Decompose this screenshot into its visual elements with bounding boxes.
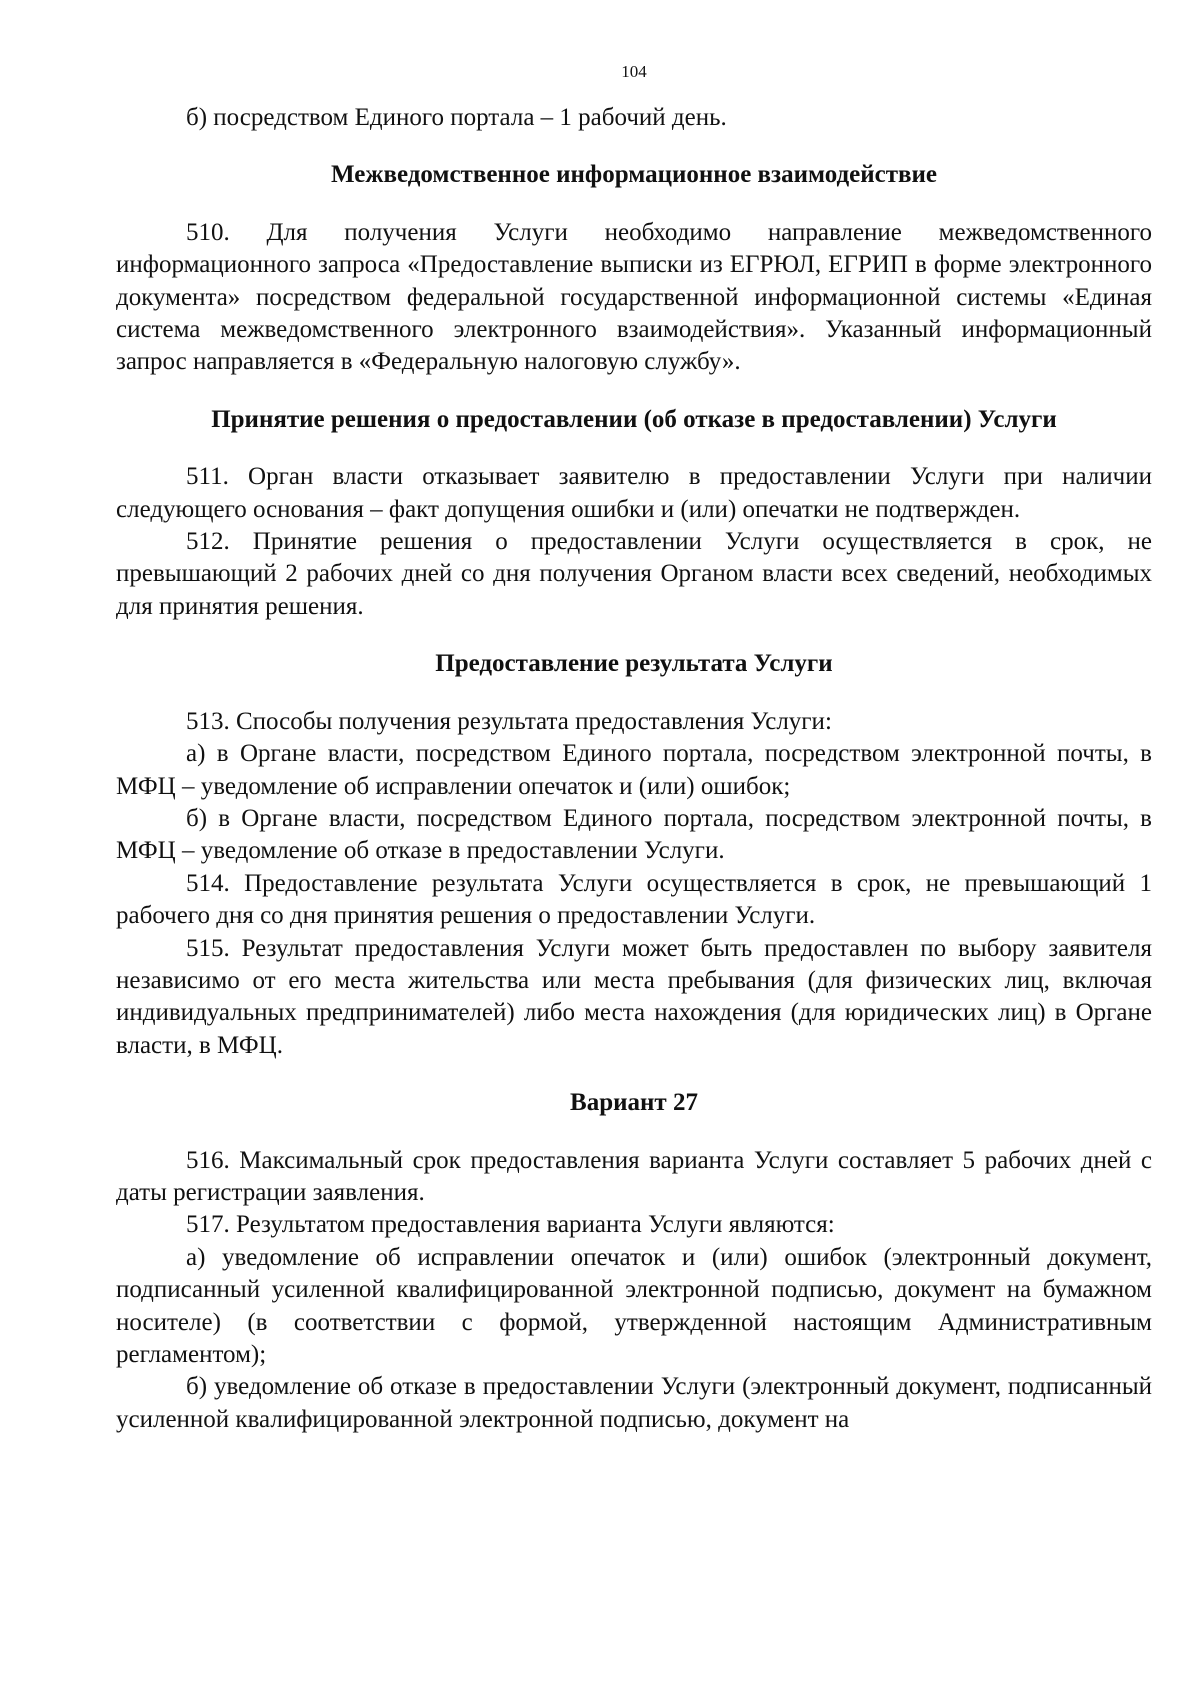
paragraph-517a: а) уведомление об исправлении опечаток и (или) ошибок (электронный документ, подписанный усиленной квалифицированной электронной подписью, документ на бумажном носителе) (в соответствии с формой, утвержденной настоящим Административным регламентом); xyxy=(116,1243,1152,1368)
paragraph-513a: а) в Органе власти, посредством Единого портала, посредством электронной почты, в МФЦ – уведомление об исправлении опечаток и (или) ошибок; xyxy=(116,740,1152,800)
paragraph-511: 511. Орган власти отказывает заявителю в предоставлении Услуги при наличии следующего основания – факт допущения ошибки и (или) опечатки не подтвержден. xyxy=(116,463,1152,523)
heading-variant-27: Вариант 27 xyxy=(570,1089,698,1117)
paragraph-515: 515. Результат предоставления Услуги может быть предоставлен по выбору заявителя независимо от его места жительства или места пребывания (для физических лиц, включая индивидуальных предпринимателей) либо места нахождения (для юридических лиц) в Органе власти, в МФЦ. xyxy=(116,934,1152,1059)
paragraph-517b: б) уведомление об отказе в предоставлении Услуги (электронный документ, подписанный усиленной квалифицированной электронной подписью, документ на xyxy=(116,1373,1152,1433)
paragraph-513: 513. Способы получения результата предоставления Услуги: xyxy=(186,707,832,735)
heading-result-delivery: Предоставление результата Услуги xyxy=(435,650,833,678)
heading-decision: Принятие решения о предоставлении (об отказе в предоставлении) Услуги xyxy=(211,405,1057,433)
paragraph-509b: б) посредством Единого портала – 1 рабочий день. xyxy=(186,104,727,131)
document-page xyxy=(116,62,1152,1436)
paragraph-510: 510. Для получения Услуги необходимо направление межведомственного информационного запроса «Предоставление выписки из ЕГРЮЛ, ЕГРИП в форме электронного документа» посредством федеральной государственной информационной системы «Единая система межведомственного электронного взаимодействия». Указанный информационный запрос направляется в «Федеральную налоговую службу». xyxy=(116,218,1152,376)
paragraph-513b: б) в Органе власти, посредством Единого портала, посредством электронной почты, в МФЦ – уведомление об отказе в предоставлении Услуги. xyxy=(116,804,1152,865)
paragraph-517: 517. Результатом предоставления варианта Услуги являются: xyxy=(186,1211,835,1239)
paragraph-512: 512. Принятие решения о предоставлении Услуги осуществляется в срок, не превышающий 2 рабочих дней со дня получения Органом власти всех сведений, необходимых для принятия решения. xyxy=(116,528,1152,620)
heading-interagency-interaction: Межведомственное информационное взаимодействие xyxy=(331,161,937,189)
page-number: 104 xyxy=(621,62,647,81)
paragraph-516: 516. Максимальный срок предоставления варианта Услуги составляет 5 рабочих дней с даты регистрации заявления. xyxy=(116,1146,1152,1206)
paragraph-514: 514. Предоставление результата Услуги осуществляется в срок, не превышающий 1 рабочего дня со дня принятия решения о предоставлении Услуги. xyxy=(116,869,1152,930)
